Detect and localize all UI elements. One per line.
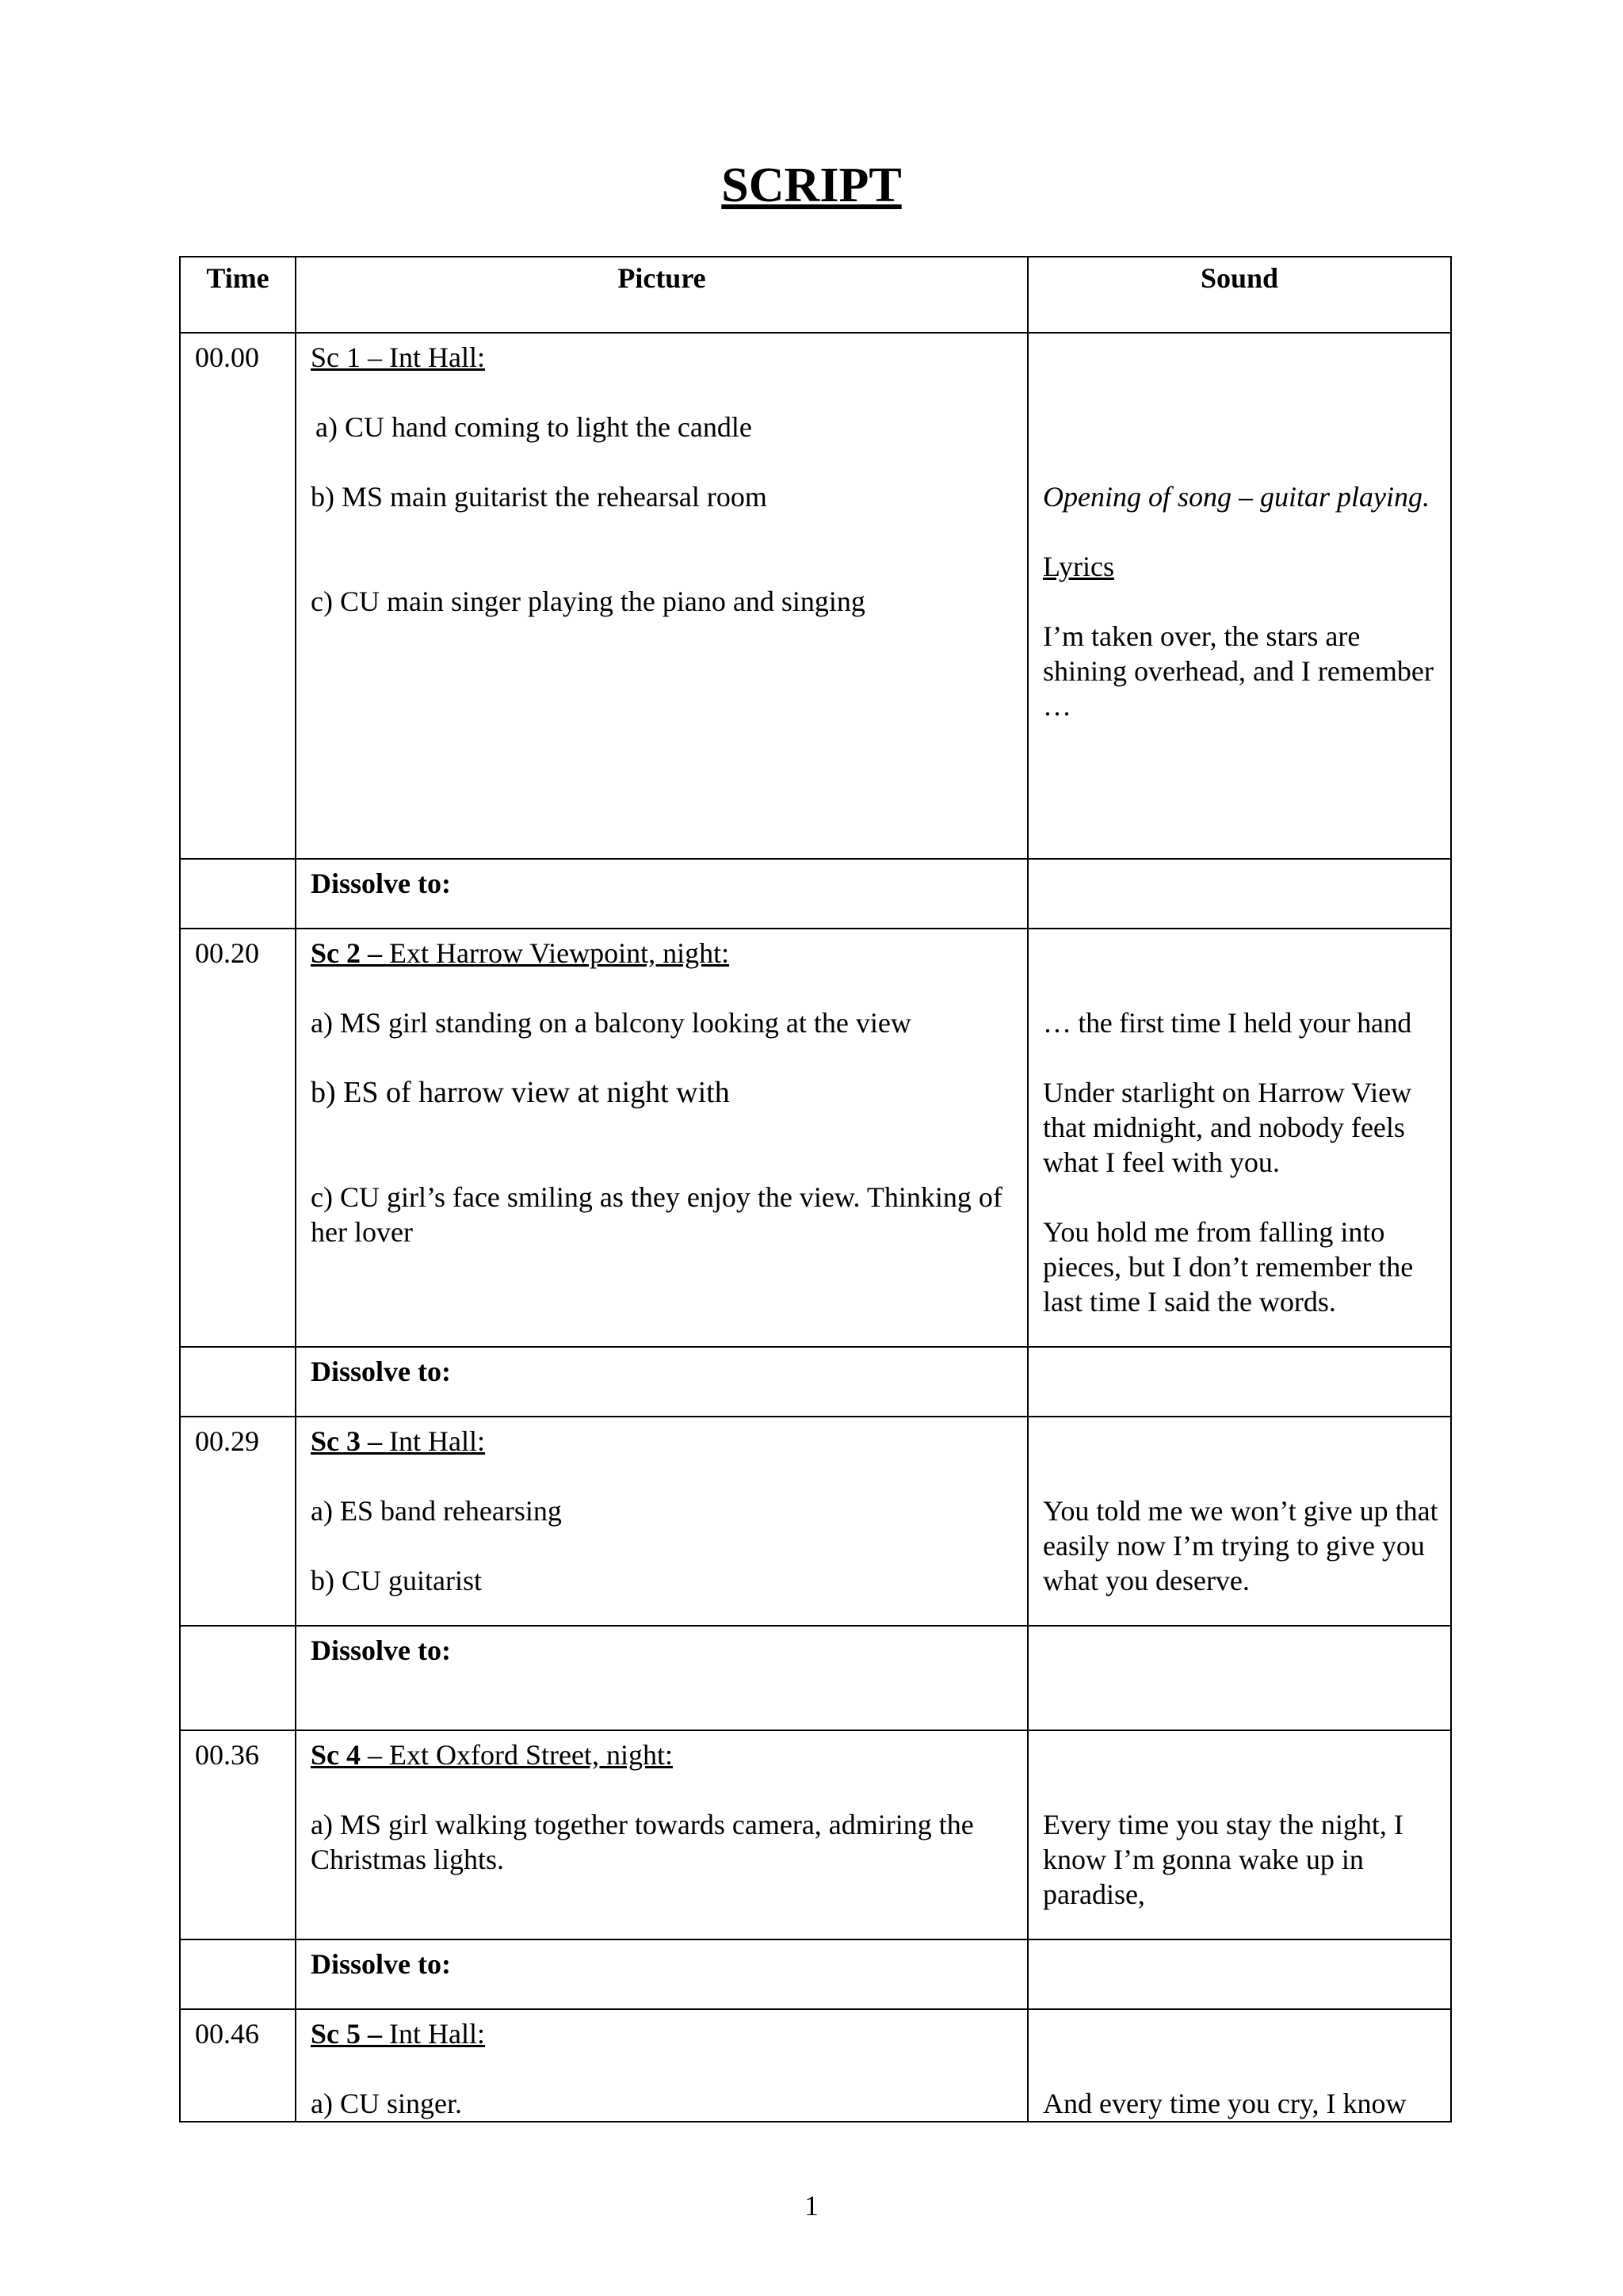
shot: b) MS main guitarist the rehearsal room xyxy=(311,481,767,513)
dissolve-label: Dissolve to: xyxy=(311,1948,451,1980)
scene-picture xyxy=(296,1730,1028,1939)
dissolve-row xyxy=(180,1939,1451,2009)
scene-heading: Sc 4 – Ext Oxford Street, night: xyxy=(311,1739,673,1771)
dissolve-row xyxy=(180,1626,1451,1730)
shot: c) CU main singer playing the piano and singing xyxy=(311,585,865,617)
scene-heading: Sc 5 – Int Hall: xyxy=(311,2018,485,2050)
lyric-line: I’m taken over, the stars are shining overhead, and I remember … xyxy=(1043,620,1434,722)
sound-direction: Opening of song – guitar playing. xyxy=(1043,481,1430,513)
scene-picture xyxy=(296,333,1028,859)
lyric-line: Under starlight on Harrow View that midnight, and nobody feels what I feel with you. xyxy=(1043,1077,1412,1178)
scene-sound xyxy=(1028,1730,1451,1939)
shot: a) CU hand coming to light the candle xyxy=(315,411,752,443)
scene-picture xyxy=(296,929,1028,1347)
scene-row-1 xyxy=(180,333,1451,859)
scene-sound xyxy=(1028,2009,1451,2122)
shot: a) MS girl walking together towards camera, admiring the Christmas lights. xyxy=(311,1809,974,1875)
lyric-line: And every time you cry, I know xyxy=(1043,2088,1407,2119)
header-sound: Sound xyxy=(1028,257,1451,333)
script-table xyxy=(179,256,1452,2122)
scene-sound xyxy=(1028,333,1451,859)
dissolve-row xyxy=(180,859,1451,929)
dissolve-label: Dissolve to: xyxy=(311,868,451,899)
dissolve-row xyxy=(180,1347,1451,1417)
scene-time: 00.36 xyxy=(180,1730,296,1939)
scene-row-2 xyxy=(180,929,1451,1347)
scene-heading: Sc 3 – Int Hall: xyxy=(311,1425,485,1457)
shot: a) CU singer. xyxy=(311,2088,462,2119)
shot: b) CU guitarist xyxy=(311,1565,482,1596)
page-title: SCRIPT xyxy=(721,158,902,212)
lyric-line: You told me we won’t give up that easily now I’m trying to give you what you deserve. xyxy=(1043,1495,1438,1596)
scene-picture xyxy=(296,1417,1028,1626)
scene-time: 00.46 xyxy=(180,2009,296,2122)
scene-sound xyxy=(1028,929,1451,1347)
header-row xyxy=(180,257,1451,333)
lyric-line: Every time you stay the night, I know I’m gonna wake up in paradise, xyxy=(1043,1809,1403,1910)
scene-heading: Sc 1 – Int Hall: xyxy=(311,341,485,373)
scene-row-3 xyxy=(180,1417,1451,1626)
shot: b) ES of harrow view at night with xyxy=(311,1076,730,1109)
header-time: Time xyxy=(180,257,296,333)
dissolve-label: Dissolve to: xyxy=(311,1356,451,1387)
scene-time: 00.00 xyxy=(180,333,296,859)
scene-time: 00.29 xyxy=(180,1417,296,1626)
lyrics-label: Lyrics xyxy=(1043,551,1114,582)
shot: c) CU girl’s face smiling as they enjoy the view. Thinking of her lover xyxy=(311,1181,1002,1248)
page-number: 1 xyxy=(804,2190,819,2222)
scene-row-4 xyxy=(180,1730,1451,1939)
scene-sound xyxy=(1028,1417,1451,1626)
header-picture: Picture xyxy=(296,257,1028,333)
scene-heading: Sc 2 – Ext Harrow Viewpoint, night: xyxy=(311,937,730,969)
scene-picture xyxy=(296,2009,1028,2122)
lyric-line: You hold me from falling into pieces, but I don’t remember the last time I said the words. xyxy=(1043,1216,1414,1318)
scene-time: 00.20 xyxy=(180,929,296,1347)
dissolve-label: Dissolve to: xyxy=(311,1634,451,1666)
scene-row-5 xyxy=(180,2009,1451,2122)
lyric-line: … the first time I held your hand xyxy=(1043,1007,1411,1039)
shot: a) MS girl standing on a balcony looking at the view xyxy=(311,1007,911,1039)
shot: a) ES band rehearsing xyxy=(311,1495,562,1527)
